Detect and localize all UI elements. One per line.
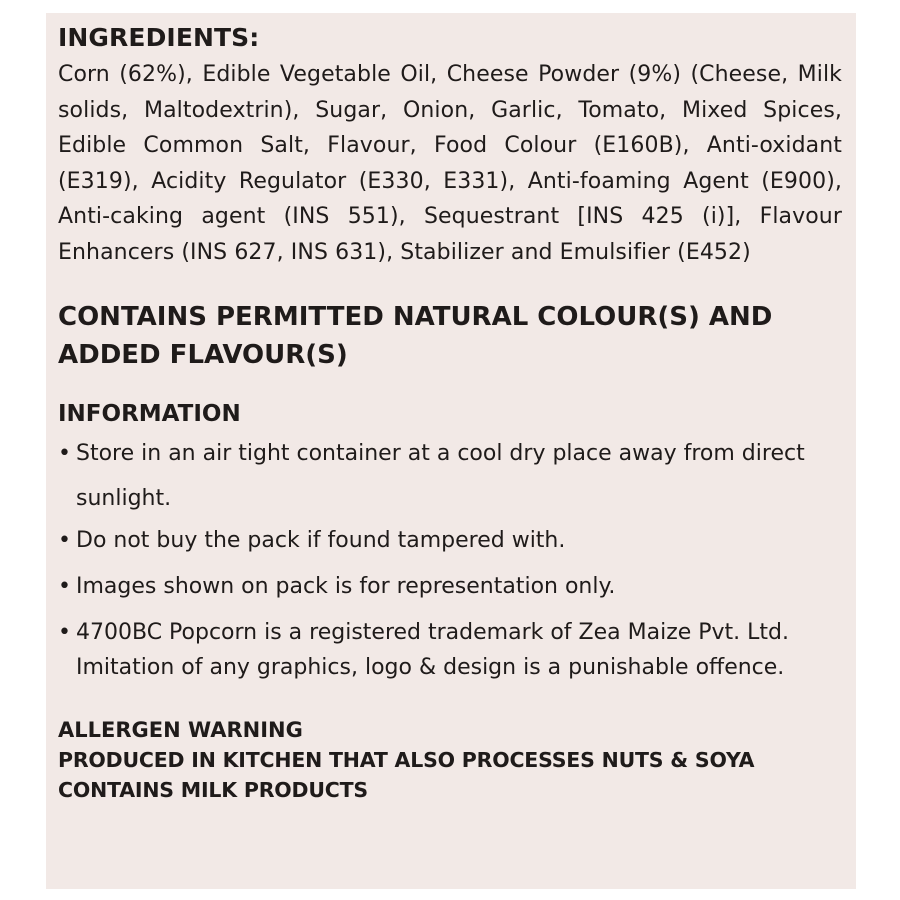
ingredients-text: Corn (62%), Edible Vegetable Oil, Cheese Powder (9%) (Cheese, Milk solids, Maltodextrin), Sugar, Onion, Garlic, Tomato, Mixed Spices, Edible Common Salt, Flavour, Food Colour (E160B), Anti-oxidant (E319), Acidity Regulator (E330, E331), Anti-foaming Agent (E900), Anti-caking agent (INS 551), Sequestrant [INS 425 (i)], Flavour Enhancers (INS 627, INS 631), Stabilizer and Emulsifier (E452)	[58, 62, 842, 265]
information-item	[58, 569, 842, 605]
bullet-icon: •	[58, 574, 71, 599]
information-item	[58, 615, 842, 685]
bullet-icon: •	[58, 528, 71, 553]
label-panel	[46, 13, 856, 889]
allergen-warning	[58, 715, 842, 805]
ingredients-heading: INGREDIENTS:	[58, 23, 260, 52]
information-item-text: Images shown on pack is for representation only.	[76, 574, 616, 599]
bullet-icon: •	[58, 620, 71, 645]
information-item	[58, 431, 842, 521]
allergen-heading: ALLERGEN WARNING	[58, 718, 303, 742]
colour-flavour-notice: CONTAINS PERMITTED NATURAL COLOUR(S) AND ADDED FLAVOUR(S)	[58, 302, 773, 370]
information-item-text: Do not buy the pack if found tampered with.	[76, 528, 566, 553]
information-item-text: Store in an air tight container at a cool dry place away from direct sunlight.	[76, 441, 805, 511]
information-list	[58, 431, 842, 685]
allergen-line: CONTAINS MILK PRODUCTS	[58, 778, 368, 802]
bullet-icon: •	[58, 441, 71, 466]
information-item-text: 4700BC Popcorn is a registered trademark of Zea Maize Pvt. Ltd. Imitation of any graphics, logo & design is a punishable offence.	[76, 620, 790, 680]
information-item	[58, 523, 842, 559]
allergen-line: PRODUCED IN KITCHEN THAT ALSO PROCESSES NUTS & SOYA	[58, 748, 755, 772]
information-heading: INFORMATION	[58, 401, 241, 427]
